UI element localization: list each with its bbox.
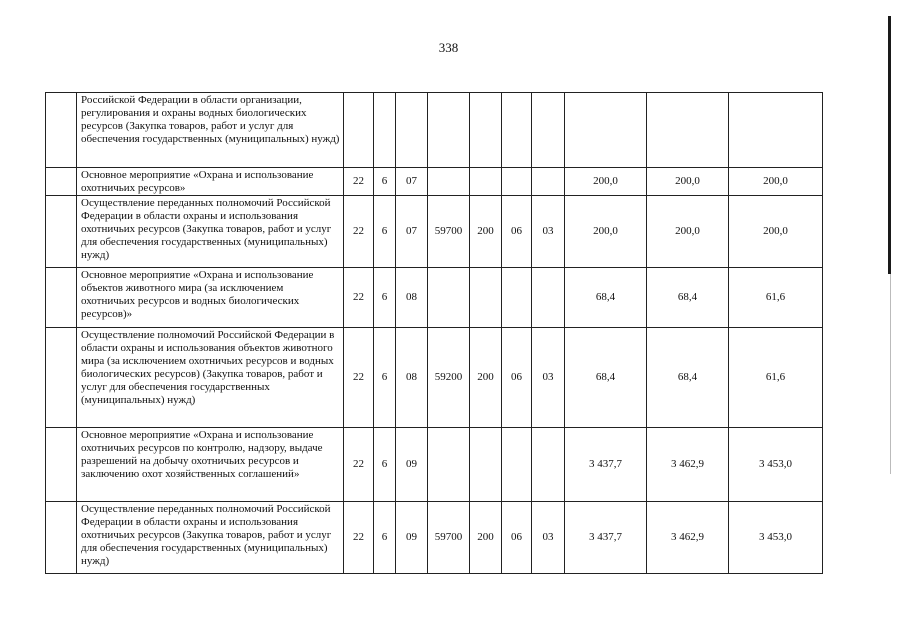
amount-year-2: 200,0 [647,196,729,268]
page-number: 338 [438,40,459,55]
subsection-cell: 03 [532,328,565,428]
number-cell [46,196,77,268]
direction-code-cell [428,168,470,196]
activity-code-cell: 07 [396,196,428,268]
subprogram-code-cell: 6 [374,196,396,268]
table-row [46,196,823,268]
section-cell [502,268,532,328]
table-row [46,93,823,168]
amount-year-3: 61,6 [729,328,823,428]
row-description: Основное мероприятие «Охрана и использование охотничьих ресурсов по контролю, надзору, выдаче разрешений на добычу охотничьих ресурсов и заключению охот хозяйственных соглашений» [77,428,344,502]
program-code-cell: 22 [344,428,374,502]
subsection-cell [532,93,565,168]
direction-code-cell: 59200 [428,328,470,428]
amount-year-1: 200,0 [565,196,647,268]
row-description: Осуществление переданных полномочий Российской Федерации в области охраны и использования охотничьих ресурсов (Закупка товаров, работ и услуг для обеспечения государственных (муниципальных) нужд) [77,196,344,268]
subsection-cell [532,268,565,328]
subsection-cell: 03 [532,502,565,574]
amount-year-3: 200,0 [729,196,823,268]
table-row [46,168,823,196]
subprogram-code-cell [374,93,396,168]
activity-code-cell [396,93,428,168]
amount-year-1: 200,0 [565,168,647,196]
amount-year-1: 3 437,7 [565,502,647,574]
amount-year-2 [647,93,729,168]
number-cell [46,168,77,196]
expense-type-cell [470,93,502,168]
table-row [46,268,823,328]
subsection-cell [532,168,565,196]
number-cell [46,93,77,168]
expense-type-cell: 200 [470,502,502,574]
amount-year-3 [729,93,823,168]
direction-code-cell: 59700 [428,196,470,268]
direction-code-cell [428,268,470,328]
subprogram-code-cell: 6 [374,268,396,328]
section-cell: 06 [502,502,532,574]
amount-year-2: 3 462,9 [647,502,729,574]
amount-year-1: 68,4 [565,328,647,428]
amount-year-2: 3 462,9 [647,428,729,502]
row-description: Основное мероприятие «Охрана и использование охотничьих ресурсов» [77,168,344,196]
program-code-cell: 22 [344,168,374,196]
amount-year-1 [565,93,647,168]
scan-edge-line [890,274,891,474]
direction-code-cell: 59700 [428,502,470,574]
table-row [46,328,823,428]
amount-year-3: 3 453,0 [729,502,823,574]
row-description: Основное мероприятие «Охрана и использование объектов животного мира (за исключением охотничьих ресурсов и водных биологических ресурсов)» [77,268,344,328]
expense-type-cell [470,428,502,502]
expense-type-cell [470,168,502,196]
direction-code-cell [428,428,470,502]
amount-year-3: 3 453,0 [729,428,823,502]
scan-edge-mark [888,16,891,274]
subprogram-code-cell: 6 [374,328,396,428]
section-cell [502,93,532,168]
section-cell: 06 [502,196,532,268]
expense-type-cell: 200 [470,196,502,268]
subprogram-code-cell: 6 [374,168,396,196]
row-description: Осуществление переданных полномочий Российской Федерации в области охраны и использования охотничьих ресурсов (Закупка товаров, работ и услуг для обеспечения государственных (муниципальных) нужд) [77,502,344,574]
activity-code-cell: 08 [396,268,428,328]
number-cell [46,428,77,502]
amount-year-2: 68,4 [647,328,729,428]
subsection-cell: 03 [532,196,565,268]
expense-type-cell: 200 [470,328,502,428]
table-row [46,428,823,502]
row-description: Осуществление полномочий Российской Федерации в области охраны и использования объектов животного мира (за исключением охотничьих ресурсов и водных биологических ресурсов) (Закупка товаров, работ и услуг для обеспечения государственных (муниципальных) нужд) [77,328,344,428]
direction-code-cell [428,93,470,168]
section-cell [502,428,532,502]
subprogram-code-cell: 6 [374,428,396,502]
amount-year-2: 200,0 [647,168,729,196]
amount-year-2: 68,4 [647,268,729,328]
table-row [46,502,823,574]
number-cell [46,268,77,328]
activity-code-cell: 08 [396,328,428,428]
budget-table [45,92,823,574]
amount-year-3: 61,6 [729,268,823,328]
section-cell: 06 [502,328,532,428]
activity-code-cell: 09 [396,428,428,502]
activity-code-cell: 07 [396,168,428,196]
program-code-cell: 22 [344,196,374,268]
section-cell [502,168,532,196]
program-code-cell [344,93,374,168]
activity-code-cell: 09 [396,502,428,574]
row-description: Российской Федерации в области организации, регулирования и охраны водных биологических ресурсов (Закупка товаров, работ и услуг для обеспечения государственных (муниципальных) нужд) [77,93,344,168]
amount-year-1: 3 437,7 [565,428,647,502]
amount-year-3: 200,0 [729,168,823,196]
number-cell [46,328,77,428]
expense-type-cell [470,268,502,328]
amount-year-1: 68,4 [565,268,647,328]
program-code-cell: 22 [344,502,374,574]
number-cell [46,502,77,574]
program-code-cell: 22 [344,328,374,428]
subprogram-code-cell: 6 [374,502,396,574]
program-code-cell: 22 [344,268,374,328]
subsection-cell [532,428,565,502]
